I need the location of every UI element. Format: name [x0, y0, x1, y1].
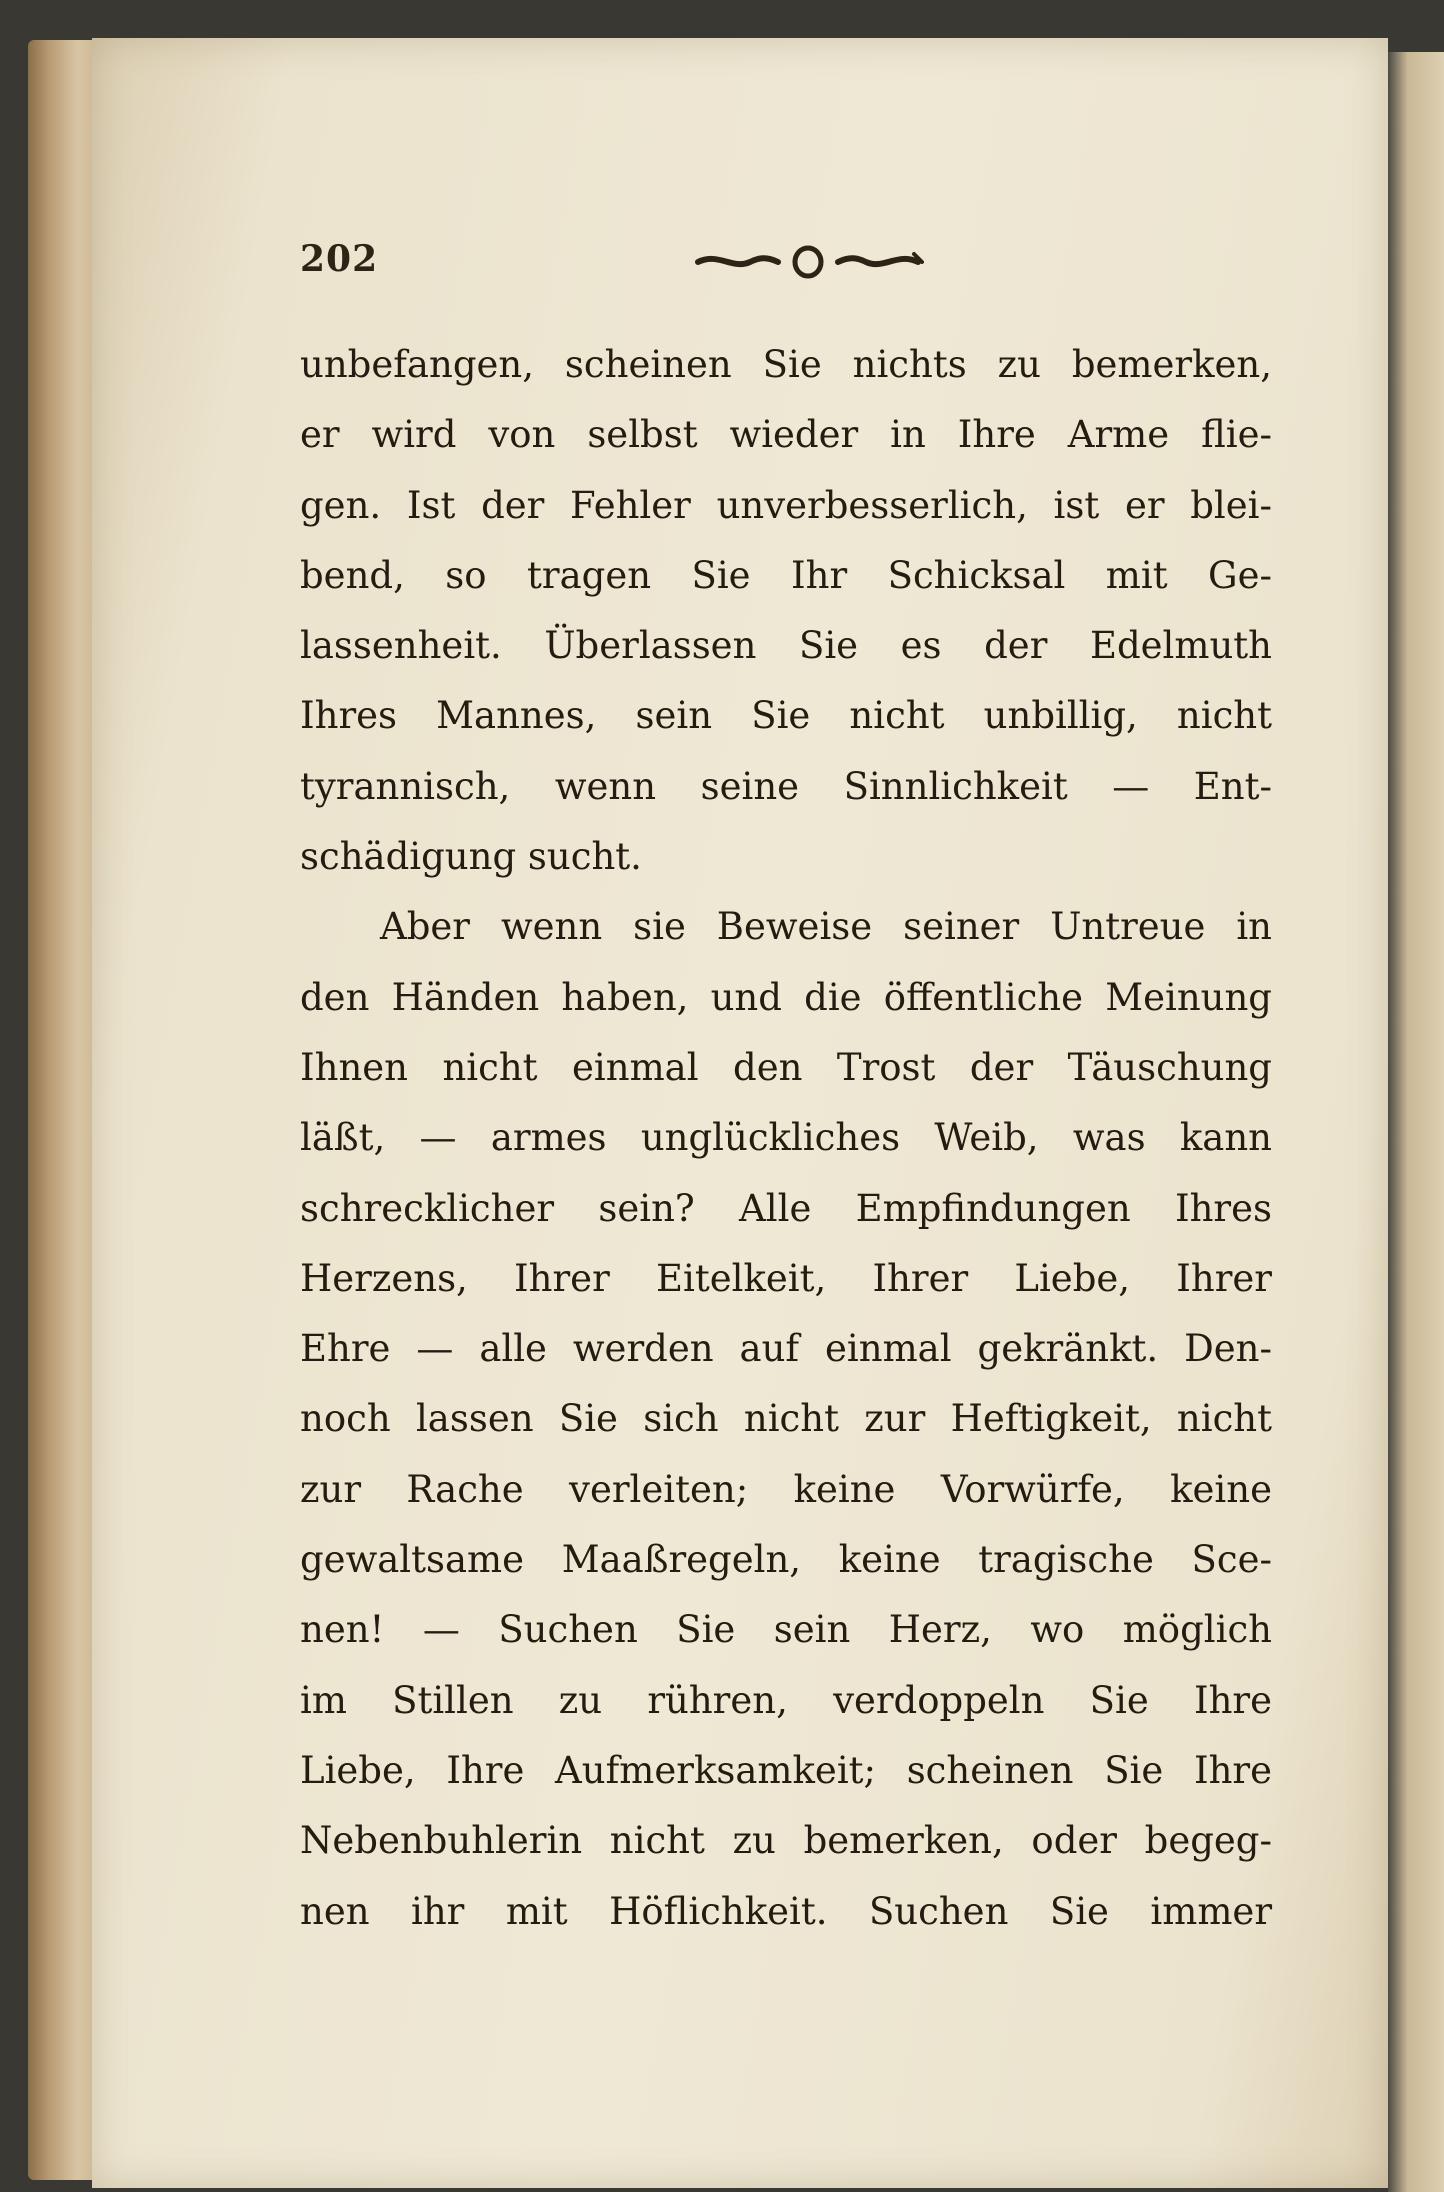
text-line: nen! — Suchen Sie sein Herz, wo möglich	[300, 1608, 1272, 1652]
text-line: gen. Ist der Fehler unverbesserlich, ist er blei-	[300, 483, 1272, 527]
text-line: gewaltsame Maaßregeln, keine tragische Sce-	[300, 1538, 1272, 1582]
text-line: er wird von selbst wieder in Ihre Arme flie-	[300, 413, 1272, 457]
text-line: im Stillen zu rühren, verdoppeln Sie Ihre	[300, 1678, 1272, 1722]
text-line: Ehre — alle werden auf einmal gekränkt. Den-	[300, 1327, 1272, 1371]
text-line: Nebenbuhlerin nicht zu bemerken, oder begeg-	[300, 1819, 1272, 1863]
body-text	[300, 330, 1272, 1947]
text-line: lassenheit. Überlassen Sie es der Edelmuth	[300, 624, 1272, 668]
text-line: Ihnen nicht einmal den Trost der Täuschung	[300, 1045, 1272, 1089]
text-line: zur Rache verleiten; keine Vorwürfe, keine	[300, 1467, 1272, 1511]
page-header	[300, 238, 1300, 282]
text-line: schrecklicher sein? Alle Empfindungen Ihres	[300, 1186, 1272, 1230]
text-line: schädigung sucht.	[300, 835, 642, 879]
text-line: nen ihr mit Höflichkeit. Suchen Sie immer	[300, 1889, 1272, 1933]
text-line: Liebe, Ihre Aufmerksamkeit; scheinen Sie Ihre	[300, 1748, 1272, 1792]
text-line: Aber wenn sie Beweise seiner Untreue in	[380, 905, 1272, 949]
right-page-edge	[1388, 52, 1444, 2192]
text-line: den Händen haben, und die öffentliche Meinung	[300, 975, 1272, 1019]
page-number: 202	[300, 238, 379, 280]
text-line: Herzens, Ihrer Eitelkeit, Ihrer Liebe, Ihrer	[300, 1256, 1272, 1300]
text-line: noch lassen Sie sich nicht zur Heftigkeit, nicht	[300, 1397, 1272, 1441]
text-line: tyrannisch, wenn seine Sinnlichkeit — Ent-	[300, 764, 1272, 808]
text-line: läßt, — armes unglückliches Weib, was kann	[300, 1116, 1272, 1160]
printers-ornament-icon	[688, 240, 928, 280]
text-line: unbefangen, scheinen Sie nichts zu bemerken,	[300, 343, 1272, 386]
left-page-edges	[28, 40, 98, 2180]
text-line: Ihres Mannes, sein Sie nicht unbillig, nicht	[300, 694, 1272, 738]
text-line: bend, so tragen Sie Ihr Schicksal mit Ge-	[300, 553, 1272, 597]
